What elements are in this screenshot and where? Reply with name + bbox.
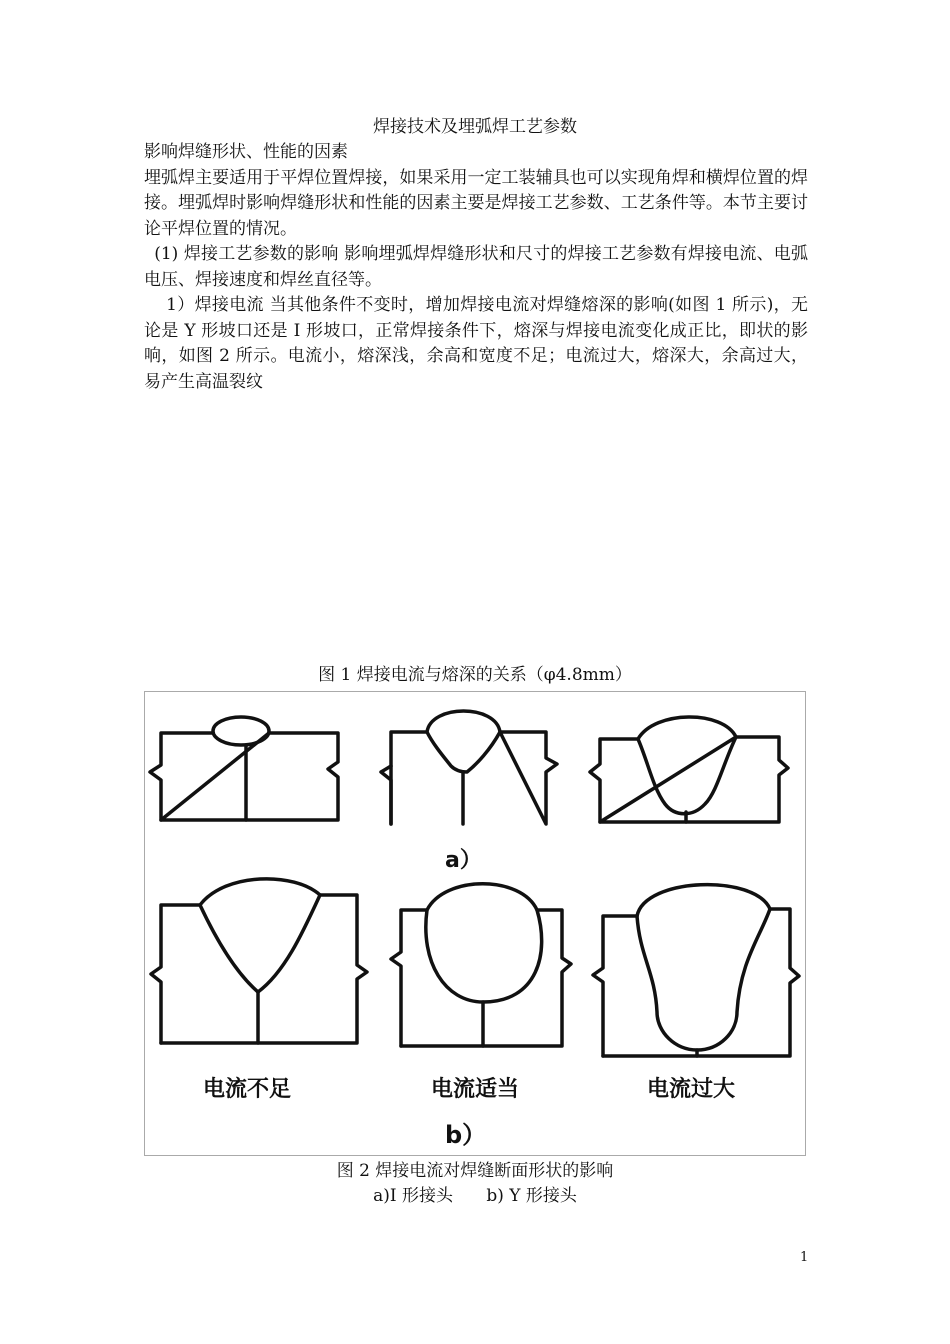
paragraph-2: (1) 焊接工艺参数的影响 影响埋弧焊焊缝形状和尺寸的焊接工艺参数有焊接电流、电弧电压、焊接速度和焊丝直径等。 (144, 244, 808, 290)
page-number: 1 (800, 1250, 809, 1265)
paragraph-3: 1）焊接电流 当其他条件不变时，增加焊接电流对焊缝熔深的影响(如图 1 所示)，无论是 Y 形坡口还是 I 形坡口，正常焊接条件下，熔深与焊接电流变化成正比，即状的影响，如图 2 所示。电流小，熔深浅，余高和宽度不足；电流过大，熔深大，余高过大，易产生高温裂纹 (144, 295, 808, 392)
weld-a1-shape (150, 717, 338, 820)
figure1-caption: 图 1 焊接电流与熔深的关系（φ4.8mm） (318, 665, 632, 685)
label-current-high: 电流过大 (647, 1077, 736, 1102)
figure2-subcaption-b: b) Y 形接头 (486, 1186, 577, 1206)
figure2-subcaptions (359, 1184, 591, 1209)
figure2-image (144, 691, 806, 1156)
weld-b2-shape (391, 884, 571, 1046)
row-a-label: a） (445, 848, 482, 873)
figure2-caption: 图 2 焊接电流对焊缝断面形状的影响 (336, 1161, 614, 1181)
weld-b1-shape (151, 879, 367, 1043)
section-heading: 影响焊缝形状、性能的因素 (144, 142, 348, 162)
weld-a3-shape (590, 717, 788, 822)
row-b-label: b） (445, 1121, 487, 1149)
label-current-proper: 电流适当 (431, 1077, 520, 1102)
body-text (144, 140, 808, 395)
figure2-subcaption-a: a)I 形接头 (373, 1186, 453, 1206)
label-current-low: 电流不足 (203, 1077, 292, 1102)
weld-b3-shape (593, 885, 799, 1056)
figure2-caption-block (0, 1159, 950, 1209)
weld-a2-shape (381, 711, 557, 824)
paragraph-1: 埋弧焊主要适用于平焊位置焊接，如果采用一定工装辅具也可以实现角焊和横焊位置的焊接。埋弧焊时影响焊缝形状和性能的因素主要是焊接工艺参数、工艺条件等。本节主要讨论平焊位置的情况。 (144, 167, 808, 239)
document-title: 焊接技术及埋弧焊工艺参数 (373, 117, 577, 137)
weld-cross-section-diagram (145, 692, 807, 1157)
